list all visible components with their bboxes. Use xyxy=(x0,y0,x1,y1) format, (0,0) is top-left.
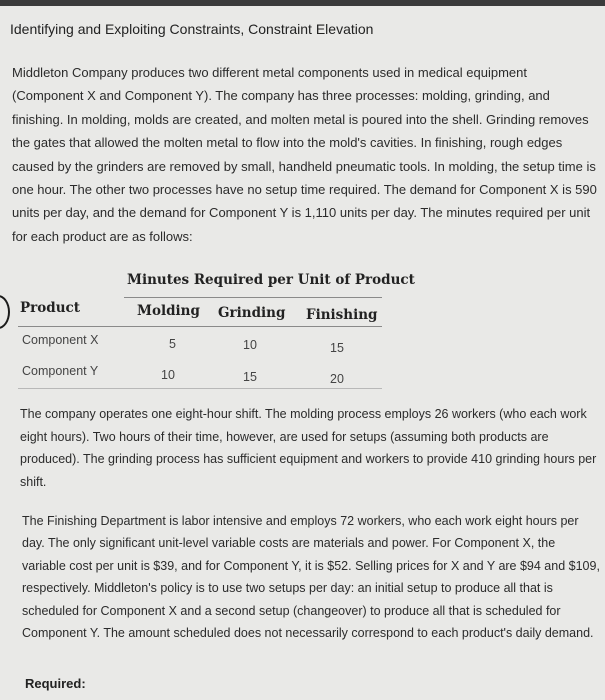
row-x-product: Component X xyxy=(22,333,99,347)
finishing-paragraph: The Finishing Department is labor intensive and employs 72 workers, who each work eight hours per day. The only significant unit-level variable costs are materials and power. For Component X, the variable cost per unit is $39, and for Component Y, it is $52. Selling prices for X and Y are $94 and $109, respectively. Middleton's policy is to use two setups per day: an initial setup to produce all that is scheduled for Component X and a second setup (changeover) to produce all that is scheduled for Component Y. The amount scheduled does not necessarily correspond to each product's daily demand. xyxy=(22,514,600,641)
table-caption: Minutes Required per Unit of Product xyxy=(127,272,415,288)
row-y-grinding: 15 xyxy=(243,370,257,384)
row-x-grinding: 10 xyxy=(243,338,257,352)
row-y-finishing: 20 xyxy=(330,372,344,386)
caption-rule xyxy=(124,297,382,298)
header-molding: Molding xyxy=(137,303,200,319)
selection-bracket xyxy=(0,295,10,329)
header-finishing: Finishing xyxy=(306,307,378,323)
intro-paragraph: Middleton Company produces two different metal components used in medical equipment (Component X and Component Y). The company has three processes: molding, grinding, and finishing. In molding, molds are created, and molten metal is poured into the shell. Grinding removes the gates that allowed the molten metal to flow into the mold's cavities. In finishing, rough edges caused by the grinders are removed by small, handheld pneumatic tools. In molding, the setup time is one hour. The other two processes have no setup time required. The demand for Component X is 590 units per day, and the demand for Component Y is 1,110 units per day. The minutes required per unit for each product are as follows: xyxy=(12,65,597,244)
top-bar xyxy=(0,0,605,6)
row-y-product: Component Y xyxy=(22,364,99,378)
shift-paragraph: The company operates one eight-hour shift. The molding process employs 26 workers (who each work eight hours). Two hours of their time, however, are used for setups (assuming both products are produced). The grinding process has sufficient equipment and workers to provide 410 grinding hours per shift. xyxy=(20,407,597,489)
header-rule xyxy=(18,326,382,327)
header-product: Product xyxy=(20,300,80,316)
row-y-molding: 10 xyxy=(161,368,175,382)
page-title: Identifying and Exploiting Constraints, Constraint Elevation xyxy=(10,21,374,37)
header-grinding: Grinding xyxy=(218,305,286,321)
required-heading: Required: xyxy=(25,676,86,691)
row-x-finishing: 15 xyxy=(330,341,344,355)
table-bottom-rule xyxy=(18,388,382,389)
row-x-molding: 5 xyxy=(169,337,176,351)
